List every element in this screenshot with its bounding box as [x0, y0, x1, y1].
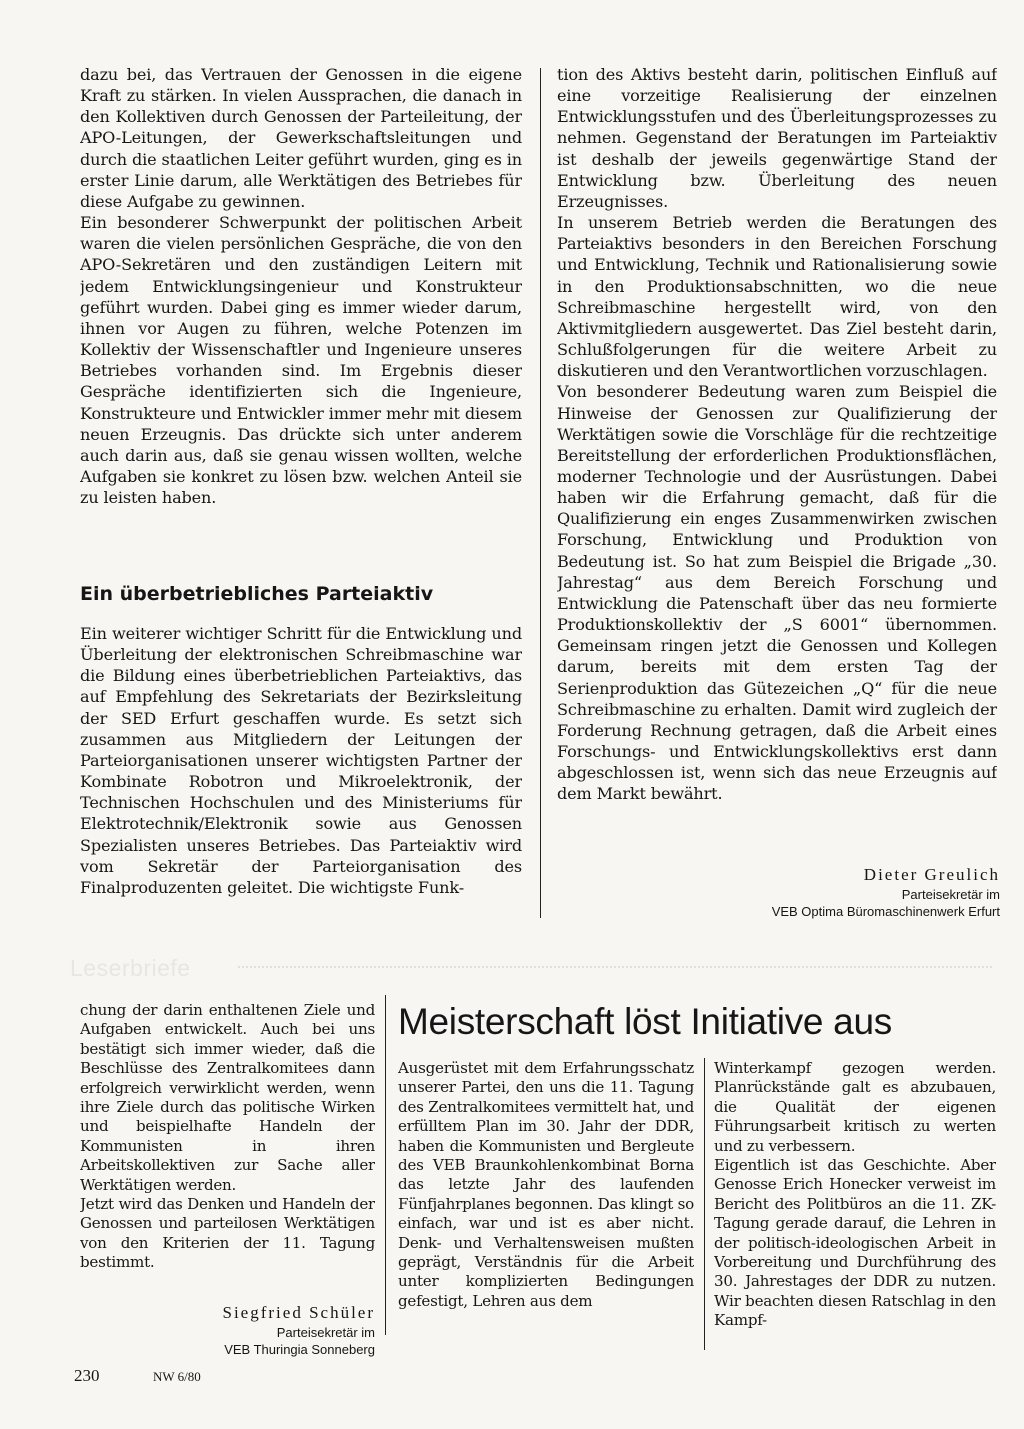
banner-rule — [238, 966, 992, 968]
article-paragraph: Von besonderer Bedeutung waren zum Beispiel die Hinweise der Genossen zur Qualifizierung der Werktätigen sowie die Vorschläge für die rechtzeitige Bereitstellung der erforderlichen Produktionsflächen, moderner Technologie und der Ausrüstungen. Dabei haben wir die Erfahrung gemacht, daß für die Qualifizierung ein enges Zusammenwirken zwischen Forschung, Entwicklung und Produktion von Bedeutung ist. So hat zum Beispiel die Brigade „30. Jahrestag“ aus dem Bereich Forschung und Entwicklung die Patenschaft über das neu formierte Produktionskollektiv der „S 6001“ übernommen. Gemeinsam ringen jetzt die Genossen und Kollegen darum, bereits mit dem ersten Tag der Serienproduktion das Gütezeichen „Q“ für die neue Schreibmaschine zu erhalten. Damit wird zugleich der Forderung Rechnung getragen, daß die Arbeit eines Forschungs- und Entwicklungskollektivs erst dann abgeschlossen ist, wenn sich das neue Erzeugnis auf dem Markt bewährt. — [557, 382, 997, 804]
author-organization: VEB Thuringia Sonneberg — [224, 1342, 375, 1357]
letter-title: Meisterschaft löst Initiative aus — [398, 1001, 892, 1042]
article-column-2 — [557, 64, 997, 854]
page-number: 230 — [74, 1366, 100, 1385]
column-divider — [540, 68, 541, 918]
section-subheading: Ein überbetriebliches Parteiaktiv — [80, 583, 434, 605]
letter-right-column-1 — [398, 1059, 694, 1349]
article-column-1 — [80, 64, 522, 562]
author-name: Siegfried Schüler — [222, 1303, 375, 1322]
author-signature — [600, 864, 1000, 920]
article-paragraph: In unserem Betrieb werden die Beratungen des Parteiaktivs besonders in den Bereichen Forschung und Entwicklung, Technik und Rationalisierung sowie in den Produktionsabschnitten, wo die neue Schreibmaschine hergestellt wird, von den Aktivmitgliedern ausgewertet. Das Ziel besteht darin, Schlußfolgerungen für die weitere Arbeit zu diskutieren und den Verantwortlichen vorzuschlagen. — [557, 213, 997, 381]
letter-paragraph: Ausgerüstet mit dem Erfahrungsschatz unserer Partei, den uns die 11. Tagung des Zentralkomitees vermittelt hat, und erfülltem Plan im 30. Jahr der DDR, haben die Kommunisten und Bergleute des VEB Braunkohlenkombinat Borna das letzte Jahr des laufenden Fünfjahrplanes begonnen. Das klingt so einfach, war und ist es aber nicht. Denk- und Verhaltensweisen mußten geprägt, Verständnis für die Arbeit unter komplizierten Bedingungen gefestigt, Lehren aus dem — [398, 1059, 694, 1310]
letter-paragraph: Eigentlich ist das Geschichte. Aber Genosse Erich Honecker verweist im Bericht des Politbüros an die 11. ZK-Tagung gerade darauf, die Lehren in der politisch-ideologischen Arbeit in Vorbereitung und Durchführung des 30. Jahrestages der DDR zu nutzen. Wir beachten diesen Ratschlag in den Kampf- — [714, 1156, 996, 1330]
letter-left-signature — [80, 1302, 375, 1358]
column-divider — [704, 1058, 705, 1350]
letter-right-column-2 — [714, 1059, 996, 1349]
article-paragraph: dazu bei, das Vertrauen der Genossen in die eigene Kraft zu stärken. In vielen Aussprachen, die danach in den Kollektiven durch Genossen der Parteileitung, der APO-Leitungen, der Gewerkschaftsleitungen und durch die staatlichen Leiter geführt wurden, ging es in erster Linie darum, alle Werktätigen des Betriebes für diese Aufgabe zu gewinnen. — [80, 65, 522, 211]
article-paragraph: Ein weiterer wichtiger Schritt für die Entwicklung und Überleitung der elektronischen Schreibmaschine war die Bildung eines überbetrieblichen Parteiaktivs, das auf Empfehlung des Sekretariats der Bezirksleitung der SED Erfurt geschaffen wurde. Es setzt sich zusammen aus Mitgliedern der Leitungen der Parteiorganisationen unserer wichtigsten Partner der Kombinate Robotron und Mikroelektronik, der Technischen Hochschulen und des Ministeriums für Elektrotechnik/Elektronik sowie aus Genossen Spezialisten unseres Betriebes. Das Parteiaktiv wird vom Sekretär der Parteiorganisation des Finalproduzenten geleitet. Die wichtigste Funk- — [80, 624, 522, 897]
letter-paragraph: chung der darin enthaltenen Ziele und Aufgaben entwickelt. Auch bei uns bestätigt sich immer wieder, daß die Beschlüsse des Zentralkomitees dann erfolgreich verwirklicht werden, wenn ihre Ziele durch das politische Wirken und beispielhafte Handeln der Kommunisten in ihren Arbeitskollektiven zur Sache aller Werktätigen werden. — [80, 1001, 375, 1194]
issue-label: NW 6/80 — [153, 1369, 201, 1384]
article-paragraph: Ein besonderer Schwerpunkt der politischen Arbeit waren die vielen persönlichen Gespräche, die von den APO-Sekretären und den zuständigen Leitern mit jedem Entwicklungsingenieur und Konstrukteur geführt wurden. Dabei ging es immer wieder darum, ihnen vor Augen zu führen, welche Potenzen im Kollektiv der Wissenschaftler und Ingenieure unseres Betriebes vorhanden sind. Im Ergebnis dieser Gespräche identifizierten sich die Ingenieure, Konstrukteure und Entwickler immer mehr mit diesem neuen Erzeugnis. Das drückte sich unter anderem auch darin aus, daß sie genau wissen wollten, welche Aufgaben sie konkret zu lösen bzw. welchen Anteil sie zu leisten haben. — [80, 213, 522, 508]
letter-left-column — [80, 1001, 375, 1293]
article-paragraph: tion des Aktivs besteht darin, politischen Einfluß auf eine vorzeitige Realisierung der einzelnen Entwicklungsstufen und des Überleitungsprozesses zu nehmen. Gegenstand der Beratungen im Parteiaktiv ist deshalb der jeweils gegenwärtige Stand der Entwicklung bzw. Überleitung des neuen Erzeugnisses. — [557, 65, 997, 211]
author-name: Dieter Greulich — [863, 865, 1000, 884]
section-banner: Leserbriefe — [70, 955, 191, 981]
author-organization: VEB Optima Büromaschinenwerk Erfurt — [771, 904, 1000, 919]
article-column-1-continued — [80, 623, 522, 919]
author-role: Parteisekretär im — [276, 1325, 375, 1340]
letter-paragraph: Jetzt wird das Denken und Handeln der Genossen und parteilosen Werktätigen von den Kriterien der 11. Tagung bestimmt. — [80, 1195, 375, 1272]
letter-paragraph: Winterkampf gezogen werden. Planrückstände galt es abzubauen, die Qualität der eigenen Führungsarbeit kritisch zu werten und zu verbessern. — [714, 1059, 996, 1155]
column-divider — [385, 995, 386, 1335]
author-role: Parteisekretär im — [901, 887, 1000, 902]
